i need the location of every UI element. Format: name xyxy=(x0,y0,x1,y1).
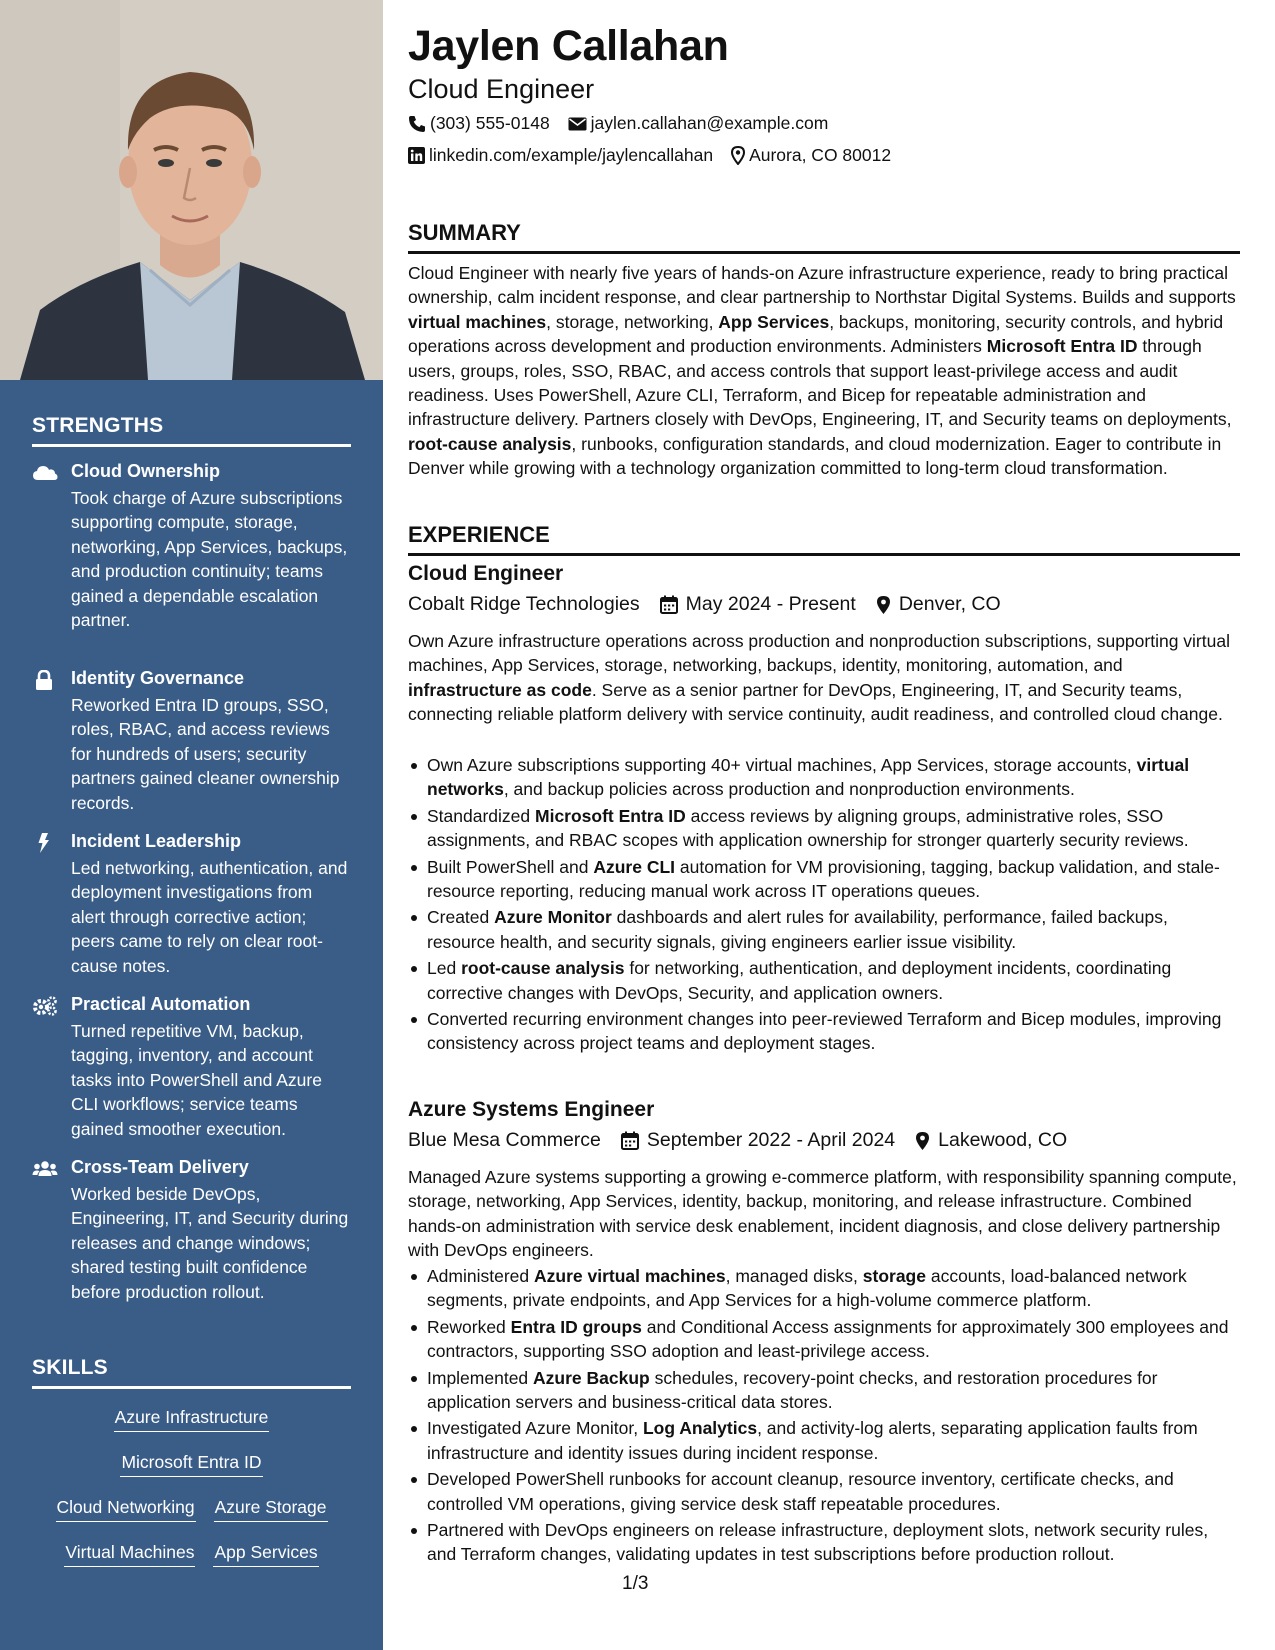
list-item: Built PowerShell and Azure CLI automation for VM provisioning, tagging, backup validation, and stale-resource reporting, reducing manual work across IT operations queues. xyxy=(408,855,1240,904)
list-item: Administered Azure virtual machines, managed disks, storage accounts, load-balanced network segments, private endpoints, and App Services for a high-volume commerce platform. xyxy=(408,1264,1240,1313)
profile-photo xyxy=(0,0,383,380)
contact-linkedin[interactable] xyxy=(408,145,713,166)
job-dates xyxy=(660,593,856,616)
job-bullets xyxy=(408,1264,1240,1569)
bolt-icon xyxy=(32,833,58,853)
skill-tag: Azure Storage xyxy=(214,1497,328,1522)
job-title: Azure Systems Engineer xyxy=(408,1098,655,1121)
calendar-icon xyxy=(621,1131,639,1150)
candidate-name: Jaylen Callahan xyxy=(408,22,729,70)
linkedin-text: linkedin.com/example/jaylencallahan xyxy=(429,145,714,165)
skill-tag: Microsoft Entra ID xyxy=(120,1452,262,1477)
linkedin-icon xyxy=(408,147,425,164)
skill-tag: App Services xyxy=(213,1542,318,1567)
lock-icon xyxy=(32,670,58,690)
strength-title: Cloud Ownership xyxy=(71,461,221,481)
skill-tag: Virtual Machines xyxy=(64,1542,195,1567)
strength-title: Incident Leadership xyxy=(71,831,242,851)
list-item: Partnered with DevOps engineers on release infrastructure, deployment slots, network security rules, and Terraform changes, validating updates in test subscriptions before production rollout. xyxy=(408,1518,1240,1567)
skills-row xyxy=(32,1452,351,1477)
calendar-icon xyxy=(660,595,678,614)
contact-location xyxy=(731,145,891,166)
experience-title: EXPERIENCE xyxy=(408,522,1240,556)
map-marker-icon xyxy=(915,1131,930,1151)
list-item: Implemented Azure Backup schedules, recovery-point checks, and restoration procedures for application servers and business-critical data stores. xyxy=(408,1366,1240,1415)
sidebar xyxy=(0,0,383,1650)
contact-line xyxy=(408,113,846,134)
summary-text: Cloud Engineer with nearly five years of hands-on Azure infrastructure experience, ready to bring practical ownership, calm incident response, and clear partnership to Northstar Digital Systems. Builds and supports virtual machines, storage, networking, App Services, backups, monitoring, security controls, and hybrid operations across development and production environments. Administers Microsoft Entra ID through users, groups, roles, SSO, RBAC, and access controls that support least-privilege access and audit readiness. Uses PowerShell, Azure CLI, Terraform, and Bicep for repeatable administration and infrastructure delivery. Partners closely with DevOps, Engineering, IT, and Security teams on deployments, root-cause analysis, runbooks, configuration standards, and cloud modernization. Eager to contribute in Denver while growing with a technology organization committed to long-term cloud transformation. xyxy=(408,263,1236,479)
phone-icon xyxy=(408,115,426,133)
strength-text: Took charge of Azure subscriptions supporting compute, storage, networking, App Services, backups, and production continuity; teams gained a dependable escalation partner. xyxy=(71,488,348,631)
users-icon xyxy=(32,1159,58,1179)
summary-title: SUMMARY xyxy=(408,220,1240,254)
job-bullets xyxy=(408,753,1240,1058)
skills-row xyxy=(32,1407,351,1432)
strength-title: Cross-Team Delivery xyxy=(71,1157,249,1177)
list-item: Converted recurring environment changes into peer-reviewed Terraform and Bicep modules, improving consistency across project teams and deployment stages. xyxy=(408,1007,1240,1056)
strength-text: Turned repetitive VM, backup, tagging, inventory, and account tasks into PowerShell and Azure CLI workflows; service teams gained smoother execution. xyxy=(71,1021,322,1139)
skill-tag: Azure Infrastructure xyxy=(114,1407,270,1432)
strength-title: Practical Automation xyxy=(71,994,251,1014)
list-item: Created Azure Monitor dashboards and alert rules for availability, performance, failed backups, resource health, and security signals, giving engineers earlier issue visibility. xyxy=(408,905,1240,954)
contact-phone[interactable] xyxy=(408,113,550,134)
cloud-icon xyxy=(32,463,58,483)
strength-text: Worked beside DevOps, Engineering, IT, and Security during releases and change windows; shared testing built confidence before production rollout. xyxy=(71,1184,349,1302)
phone-text: (303) 555-0148 xyxy=(430,113,550,133)
list-item: Investigated Azure Monitor, Log Analytics, and activity-log alerts, separating application faults from infrastructure and identity issues during incident response. xyxy=(408,1416,1240,1465)
map-marker-icon xyxy=(731,146,745,165)
skills-row xyxy=(32,1542,351,1567)
location-text: Lakewood, CO xyxy=(938,1129,1068,1151)
list-item: Led root-cause analysis for networking, authentication, and deployment incidents, coordinating corrective changes with DevOps, Security, and application owners. xyxy=(408,956,1240,1005)
dates-text: May 2024 - Present xyxy=(685,593,856,615)
job-meta xyxy=(408,1129,1087,1152)
email-text: jaylen.callahan@example.com xyxy=(590,113,829,133)
job-location xyxy=(876,593,1001,616)
list-item: Standardized Microsoft Entra ID access reviews by aligning groups, administrative roles, SSO assignments, and RBAC scopes with application ownership for stronger quarterly security reviews. xyxy=(408,804,1240,853)
strength-title: Identity Governance xyxy=(71,668,245,688)
job-location xyxy=(915,1129,1067,1152)
list-item: Developed PowerShell runbooks for account cleanup, resource inventory, certificate checks, and controlled VM operations, giving service desk staff repeatable procedures. xyxy=(408,1467,1240,1516)
contact-email[interactable] xyxy=(568,113,829,134)
location-text: Denver, CO xyxy=(898,593,1001,615)
job-dates xyxy=(621,1129,895,1152)
skills-row xyxy=(32,1497,351,1522)
job-intro: Managed Azure systems supporting a growing e-commerce platform, with responsibility spanning compute, storage, networking, App Services, identity, backup, monitoring, and release infrastructure. Combined hands-on administration with service desk enablement, incident diagnosis, and close delivery partnership with DevOps engineers. xyxy=(408,1167,1237,1261)
job-title: Cloud Engineer xyxy=(408,562,564,585)
envelope-icon xyxy=(568,116,587,132)
skill-tag: Cloud Networking xyxy=(56,1497,196,1522)
job-meta xyxy=(408,593,1021,616)
location-text: Aurora, CO 80012 xyxy=(749,145,892,165)
job-intro: Own Azure infrastructure operations across production and nonproduction subscriptions, supporting virtual machines, App Services, storage, networking, backups, identity, monitoring, automation, and infrastructure as code. Serve as a senior partner for DevOps, Engineering, IT, and Security teams, connecting reliable platform delivery with service continuity, audit readiness, and controlled cloud change. xyxy=(408,631,1230,725)
dates-text: September 2022 - April 2024 xyxy=(646,1129,896,1151)
candidate-role: Cloud Engineer xyxy=(408,74,595,104)
company-name: Cobalt Ridge Technologies xyxy=(408,593,640,615)
strengths-title: STRENGTHS xyxy=(32,414,351,447)
list-item: Reworked Entra ID groups and Conditional Access assignments for approximately 300 employees and contractors, supporting SSO adoption and least-privilege access. xyxy=(408,1315,1240,1364)
map-marker-icon xyxy=(876,595,891,615)
gears-icon xyxy=(32,996,58,1016)
skills-title: SKILLS xyxy=(32,1356,351,1389)
list-item: Own Azure subscriptions supporting 40+ virtual machines, App Services, storage accounts, virtual networks, and backup policies across production and nonproduction environments. xyxy=(408,753,1240,802)
strength-text: Led networking, authentication, and deployment investigations from alert through corrective action; peers came to rely on clear root-cause notes. xyxy=(71,858,348,976)
strength-text: Reworked Entra ID groups, SSO, roles, RBAC, and access reviews for hundreds of users; security partners gained cleaner ownership records. xyxy=(71,695,340,813)
company-name: Blue Mesa Commerce xyxy=(408,1129,601,1151)
page-number: 1/3 xyxy=(622,1573,649,1594)
contact-line xyxy=(408,145,909,166)
